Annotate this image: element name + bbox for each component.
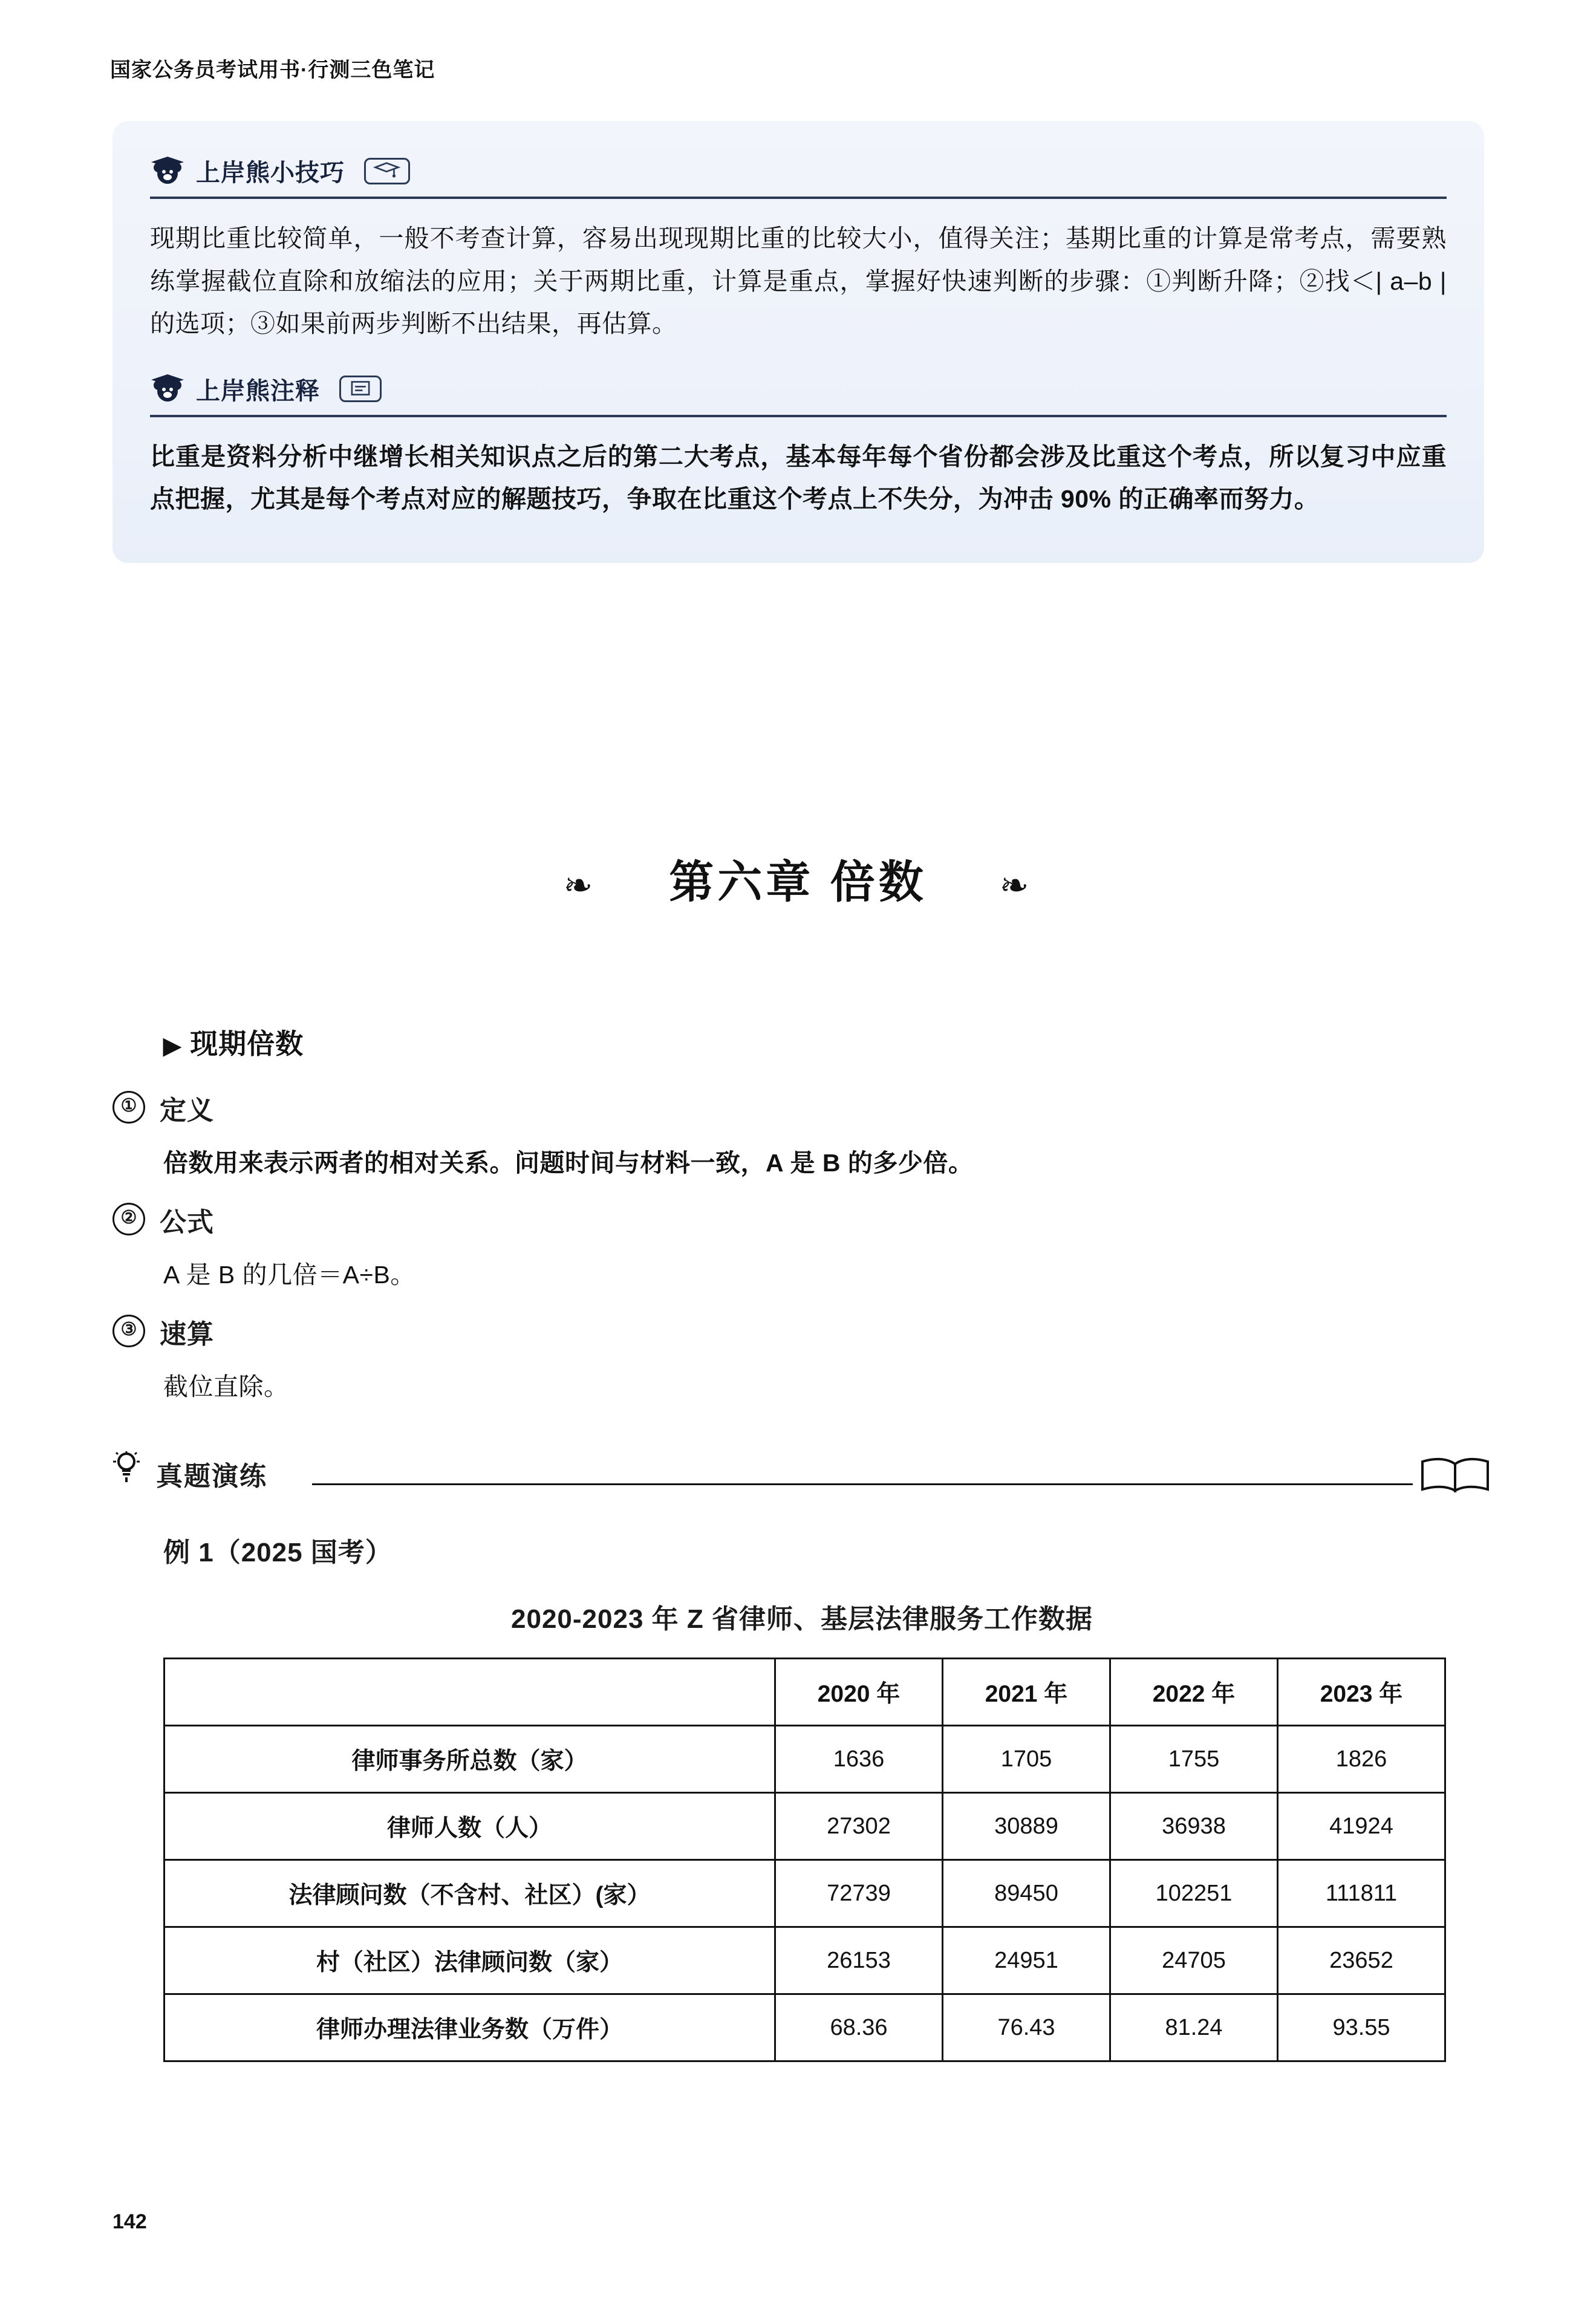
open-book-icon — [1419, 1456, 1491, 1493]
table-cell: 23652 — [1278, 1927, 1445, 1994]
bear-note-icon — [150, 373, 185, 405]
tip-box — [112, 121, 1484, 563]
practice-header — [112, 1454, 1491, 1498]
table-row — [164, 1793, 1445, 1860]
running-head: 国家公务员考试用书·行测三色笔记 — [110, 59, 435, 82]
table-column-header: 2020 年 — [775, 1659, 943, 1726]
section-heading-text: 现期倍数 — [190, 1028, 304, 1059]
table-cell: 76.43 — [943, 1994, 1110, 2061]
table-row-header: 律师人数（人） — [164, 1793, 775, 1860]
item-number: ② — [112, 1203, 145, 1235]
table-cell: 24705 — [1110, 1927, 1278, 1994]
item-text: 倍数用来表示两者的相对关系。问题时间与材料一致，A 是 B 的多少倍。 — [163, 1149, 974, 1177]
table-cell: 1705 — [943, 1726, 1110, 1793]
item-text: 截位直除。 — [163, 1373, 289, 1401]
table-cell: 26153 — [775, 1927, 943, 1994]
note-paragraph: 比重是资料分析中继增长相关知识点之后的第二大考点，基本每年每个省份都会涉及比重这个考点，所以复习中应重点把握，尤其是每个考点对应的解题技巧，争取在比重这个考点上不失分，为冲击 90% 的正确率而努力。 — [150, 442, 1447, 513]
tip-badge-label: 上岸熊小技巧 — [196, 160, 345, 186]
chapter-title — [0, 847, 1596, 911]
tip-badge-underline — [150, 197, 1447, 199]
ornament-left-icon: ❧ — [563, 866, 597, 906]
page-number: 142 — [112, 2210, 147, 2233]
table-cell: 93.55 — [1278, 1994, 1445, 2061]
triangle-bullet-icon: ▶ — [163, 1033, 182, 1059]
item-label: 定义 — [160, 1096, 214, 1125]
item-label: 公式 — [160, 1208, 214, 1237]
note-badge-row — [150, 372, 1447, 406]
practice-title: 真题演练 — [156, 1462, 267, 1491]
table-cell: 1636 — [775, 1726, 943, 1793]
list-item — [112, 1200, 1491, 1239]
practice-rule — [312, 1483, 1413, 1485]
table-cell: 24951 — [943, 1927, 1110, 1994]
note-badge-label: 上岸熊注释 — [196, 377, 320, 405]
table-corner-cell — [164, 1659, 775, 1726]
table-cell: 27302 — [775, 1793, 943, 1860]
table-cell: 89450 — [943, 1860, 1110, 1927]
bear-graduate-icon — [150, 155, 185, 187]
tip-badge-row — [150, 154, 1447, 188]
table-cell: 36938 — [1110, 1793, 1278, 1860]
table-row — [164, 1726, 1445, 1793]
list-item — [112, 1088, 1491, 1127]
table-cell: 41924 — [1278, 1793, 1445, 1860]
table-cell: 1826 — [1278, 1726, 1445, 1793]
item-number: ③ — [112, 1315, 145, 1347]
list-item — [112, 1312, 1491, 1351]
table-cell: 72739 — [775, 1860, 943, 1927]
table-cell: 1755 — [1110, 1726, 1278, 1793]
chapter-title-text: 第六章 倍数 — [669, 857, 927, 907]
table-column-header: 2022 年 — [1110, 1659, 1278, 1726]
item-number: ① — [112, 1091, 145, 1124]
table-title: 2020-2023 年 Z 省律师、基层法律服务工作数据 — [511, 1604, 1093, 1634]
table-row-header: 律师事务所总数（家） — [164, 1726, 775, 1793]
example-label: 例 1（2025 国考） — [163, 1538, 392, 1567]
table-column-header: 2021 年 — [943, 1659, 1110, 1726]
lightbulb-icon — [112, 1451, 140, 1483]
data-table — [163, 1658, 1446, 2062]
main-content — [112, 1022, 1491, 2062]
ornament-right-icon: ❧ — [999, 866, 1033, 906]
table-row — [164, 1927, 1445, 1994]
item-label: 速算 — [160, 1319, 214, 1349]
table-cell: 68.36 — [775, 1994, 943, 2061]
table-row-header: 村（社区）法律顾问数（家） — [164, 1927, 775, 1994]
table-row-header: 律师办理法律业务数（万件） — [164, 1994, 775, 2061]
table-cell: 30889 — [943, 1793, 1110, 1860]
table-cell: 111811 — [1278, 1860, 1445, 1927]
table-row — [164, 1994, 1445, 2061]
table-row — [164, 1860, 1445, 1927]
note-badge-underline — [150, 415, 1447, 417]
table-header-row — [164, 1659, 1445, 1726]
table-cell: 81.24 — [1110, 1994, 1278, 2061]
item-text: A 是 B 的几倍＝A÷B。 — [163, 1261, 415, 1289]
section-heading — [163, 1022, 1491, 1062]
table-row-header: 法律顾问数（不含村、社区）(家） — [164, 1860, 775, 1927]
note-icon — [339, 376, 382, 402]
table-cell: 102251 — [1110, 1860, 1278, 1927]
table-column-header: 2023 年 — [1278, 1659, 1445, 1726]
graduation-cap-icon — [364, 158, 410, 184]
tip-paragraph: 现期比重比较简单，一般不考查计算，容易出现现期比重的比较大小，值得关注；基期比重的计算是常考点，需要熟练掌握截位直除和放缩法的应用；关于两期比重，计算是重点，掌握好快速判断的步骤：①判断升降；②找＜| a–b | 的选项；③如果前两步判断不出结果，再估算。 — [150, 224, 1447, 338]
